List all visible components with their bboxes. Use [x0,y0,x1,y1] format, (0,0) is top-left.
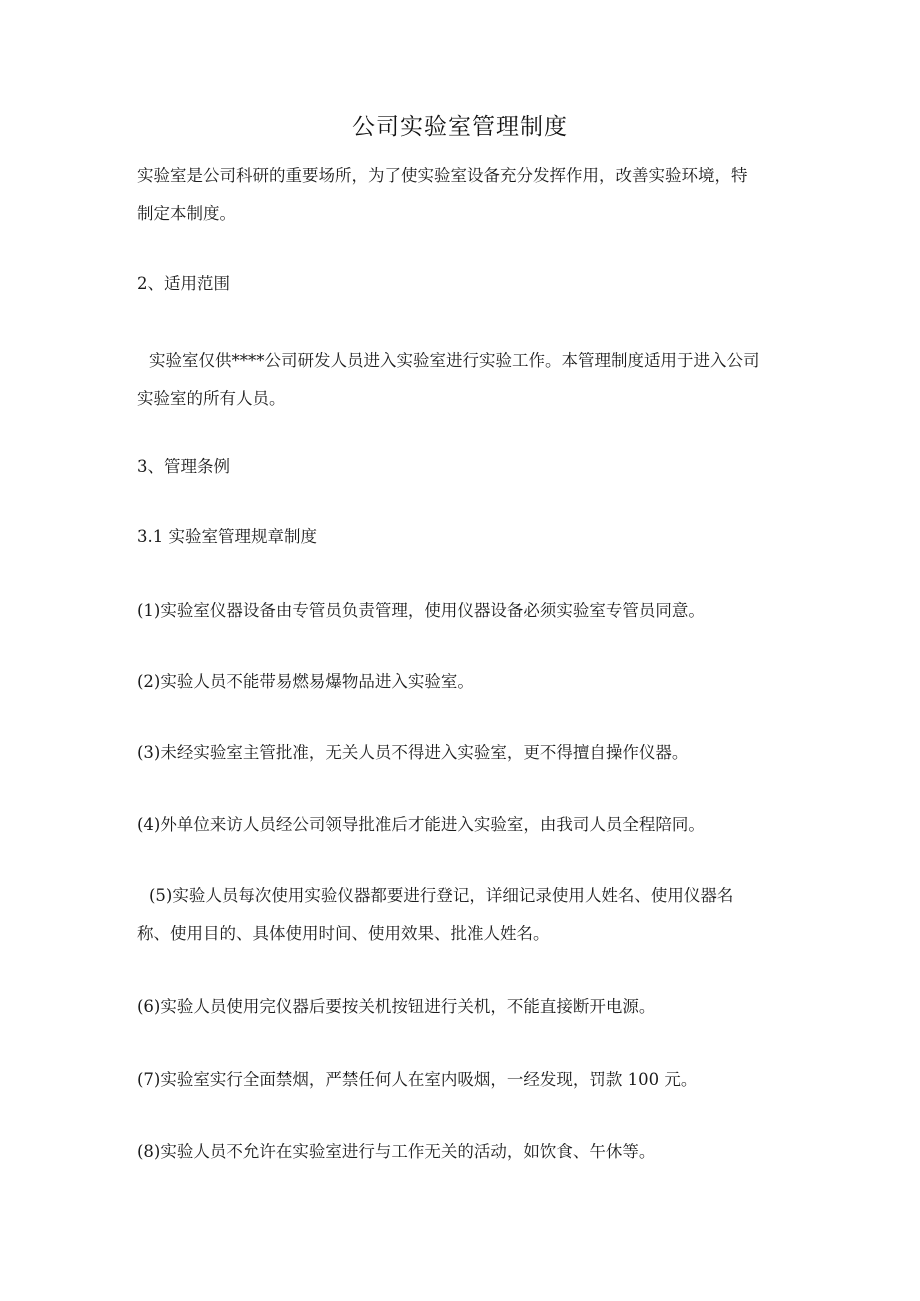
rule-item-7: (7)实验室实行全面禁烟，严禁任何人在室内吸烟，一经发现，罚款 100 元。 [137,1070,698,1089]
rule-item-1: (1)实验室仪器设备由专管员负责管理，使用仪器设备必须实验室专管员同意。 [137,601,705,620]
scope-line-2: 实验室的所有人员。 [137,389,286,408]
rule-item-8: (8)实验人员不允许在实验室进行与工作无关的活动，如饮食、午休等。 [137,1142,656,1161]
document-title: 公司实验室管理制度 [352,114,568,140]
rule-item-4: (4)外单位来访人员经公司领导批准后才能进入实验室，由我司人员全程陪同。 [137,815,705,834]
intro-line-1: 实验室是公司科研的重要场所，为了使实验室设备充分发挥作用，改善实验环境，特 [137,166,748,185]
intro-paragraph [137,157,782,233]
section-heading-management: 3、管理条例 [137,457,230,476]
rule-item-6: (6)实验人员使用完仪器后要按关机按钮进行关机，不能直接断开电源。 [137,997,656,1016]
rule-item-3: (3)未经实验室主管批准，无关人员不得进入实验室，更不得擅自操作仪器。 [137,743,689,762]
intro-line-2: 制定本制度。 [137,204,236,223]
section-heading-scope: 2、适用范围 [137,274,230,293]
scope-line-1: 实验室仅供****公司研发人员进入实验室进行实验工作。本管理制度适用于进入公司 [149,351,760,370]
subsection-heading-rules: 3.1 实验室管理规章制度 [137,527,317,546]
rule-item-5: (5)实验人员每次使用实验仪器都要进行登记，详细记录使用人姓名、使用仪器名 称、使用目的、具体使用时间、使用效果、批准人姓名。 [137,886,734,943]
scope-paragraph [137,342,782,418]
rule-item-2: (2)实验人员不能带易燃易爆物品进入实验室。 [137,672,474,691]
